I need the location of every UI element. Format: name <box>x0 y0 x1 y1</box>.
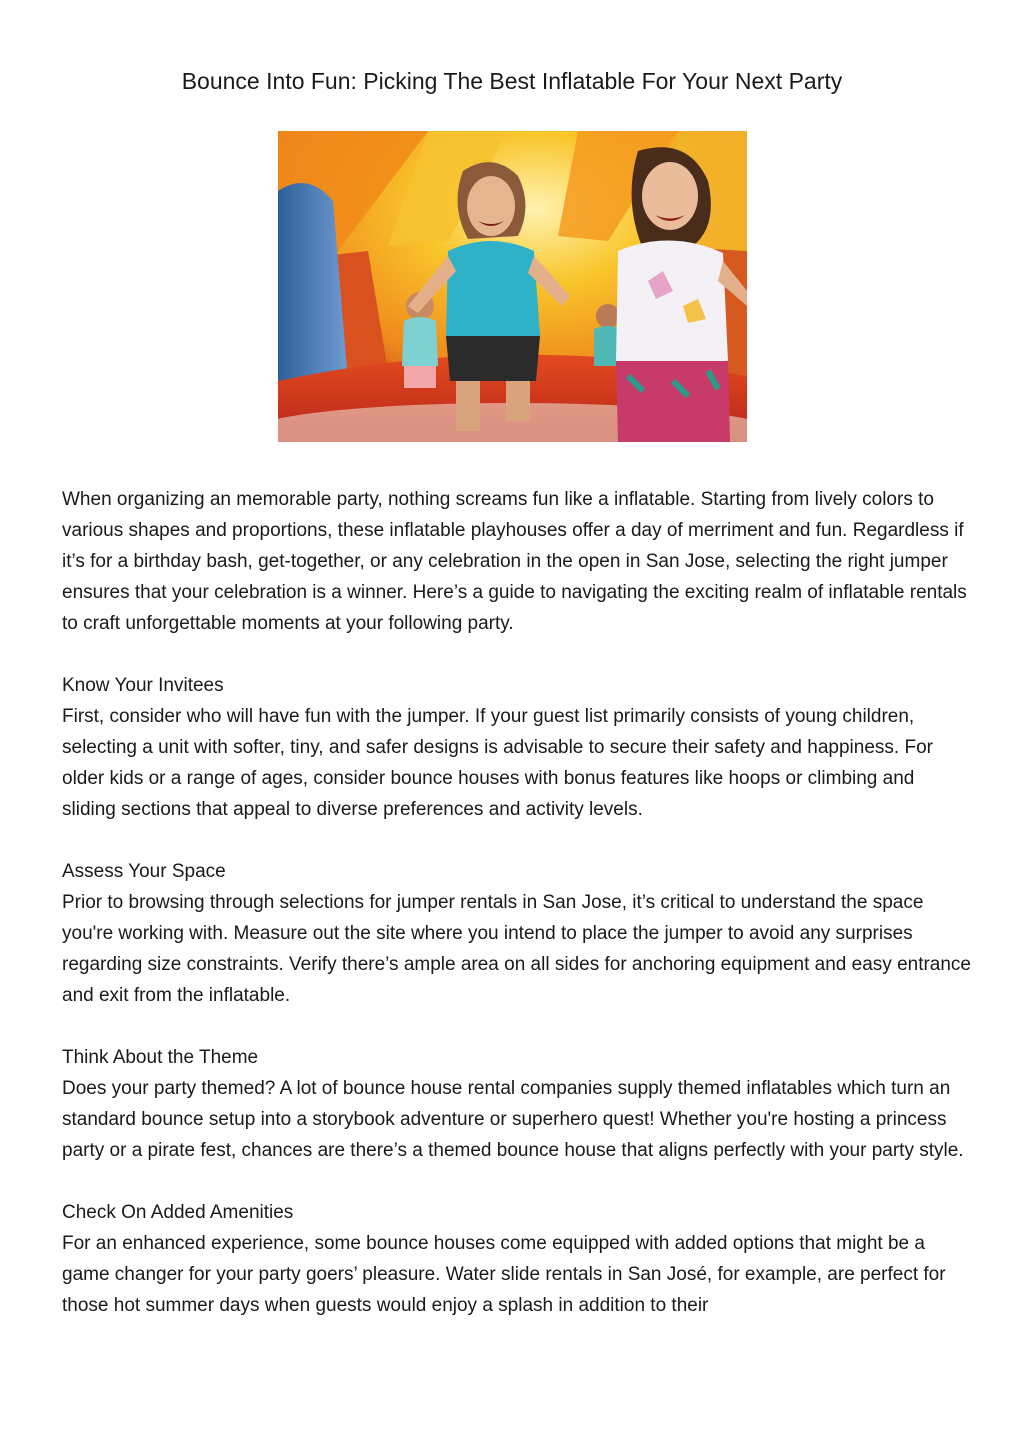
section-think-about-theme <box>62 1042 972 1166</box>
intro-paragraph: When organizing an memorable party, nothing screams fun like a inflatable. Starting from lively colors to various shapes and proportions, these inflatable playhouses offer a day of merriment and fun. Regardless if it’s for a birthday bash, get-together, or any celebration in the open in San Jose, selecting the right jumper ensures that your celebration is a winner. Here’s a guide to navigating the exciting realm of inflatable rentals to craft unforgettable moments at your following party. <box>62 489 967 634</box>
section-assess-your-space <box>62 856 972 1011</box>
section-heading: Know Your Invitees <box>62 675 224 696</box>
section-heading: Think About the Theme <box>62 1047 259 1068</box>
section-heading: Assess Your Space <box>62 861 226 882</box>
article-body <box>62 484 972 1352</box>
hero-photo-bounce-house-kids <box>278 131 747 442</box>
section-paragraph: Does your party themed? A lot of bounce house rental companies supply themed inflatables which turn an standard bounce setup into a storybook adventure or superhero quest! Whether you're hosting a princess party or a pirate fest, chances are there’s a themed bounce house that aligns perfectly with your party style. <box>62 1078 964 1161</box>
section-paragraph: First, consider who will have fun with the jumper. If your guest list primarily consists of young children, selecting a unit with softer, tiny, and safer designs is advisable to secure their safety and happiness. For older kids or a range of ages, consider bounce houses with bonus features like hoops or climbing and sliding sections that appeal to diverse preferences and activity levels. <box>62 706 933 820</box>
section-heading: Check On Added Amenities <box>62 1202 294 1223</box>
section-check-added-amenities <box>62 1197 972 1321</box>
page-title: Bounce Into Fun: Picking The Best Inflatable For Your Next Party <box>181 68 843 94</box>
section-know-your-invitees <box>62 670 972 825</box>
section-paragraph: Prior to browsing through selections for jumper rentals in San Jose, it’s critical to understand the space you're working with. Measure out the site where you intend to place the jumper to avoid any surprises regarding size constraints. Verify there’s ample area on all sides for anchoring equipment and easy entrance and exit from the inflatable. <box>62 892 972 1006</box>
section-paragraph: For an enhanced experience, some bounce houses come equipped with added options that might be a game changer for your party goers’ pleasure. Water slide rentals in San José, for example, are perfect for those hot summer days when guests would enjoy a splash in addition to their <box>62 1233 946 1316</box>
